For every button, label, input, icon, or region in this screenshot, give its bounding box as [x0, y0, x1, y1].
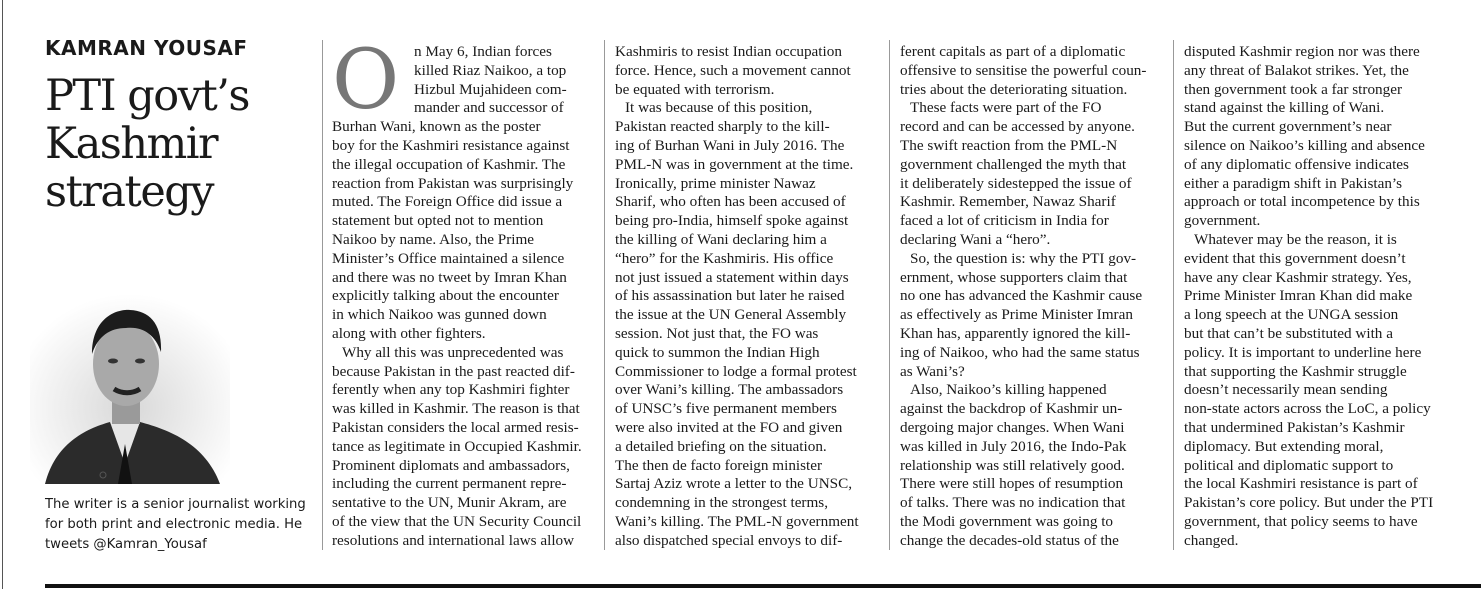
article-line: The then de facto foreign minister: [615, 456, 823, 474]
article-line: ing of Naikoo, who had the same status: [900, 343, 1140, 361]
article-line: killed Riaz Naikoo, a top: [414, 61, 567, 79]
headline: [45, 72, 310, 216]
article-line: a detailed briefing on the situation.: [615, 437, 827, 455]
article-line: and there was no tweet by Imran Khan: [332, 268, 567, 286]
drop-cap: O: [332, 33, 400, 128]
article-line: tance as legitimate in Occupied Kashmir.: [332, 437, 582, 455]
article-line: declaring Wani a “hero”.: [900, 230, 1051, 248]
article-line: non-state actors across the LoC, a policy: [1184, 400, 1431, 418]
article-line: The swift reaction from the PML-N: [900, 136, 1118, 154]
article-line: Pakistan considers the local armed resis-: [332, 418, 579, 436]
article-line: change the decades-old status of the: [900, 531, 1119, 549]
article-line: PML-N was in government at the time.: [615, 155, 854, 173]
article-line: n May 6, Indian forces: [414, 43, 552, 60]
article-line: There were still hopes of resumption: [900, 475, 1124, 493]
article-line: Wani’s killing. The PML-N government: [615, 512, 859, 530]
article-line: quick to summon the Indian High: [615, 343, 820, 361]
article-line: government challenged the myth that: [900, 155, 1127, 173]
article-line: Burhan Wani, known as the poster: [332, 118, 541, 136]
article-line: relationship was still relatively good.: [900, 456, 1125, 474]
article-line: Naikoo by name. Also, the Prime: [332, 230, 535, 248]
article-line: ing of Burhan Wani in July 2016. The: [615, 136, 845, 154]
article-line: against the backdrop of Kashmir un-: [900, 400, 1123, 418]
article-line: condemning in the strongest terms,: [615, 494, 829, 512]
article-line: muted. The Foreign Office did issue a: [332, 193, 563, 211]
headline-line: PTI govt’s: [45, 71, 249, 121]
article-line: of UNSC’s five permanent members: [615, 400, 837, 418]
article-column-2: [615, 43, 885, 551]
bio-line: tweets @Kamran_Yousaf: [45, 537, 207, 552]
article-line: statement but opted not to mention: [332, 212, 544, 230]
article-line: the local Kashmiri resistance is part of: [1184, 475, 1418, 493]
author-photo: [30, 294, 230, 484]
article-line: Pakistan reacted sharply to the kill-: [615, 118, 830, 136]
article-line: Sartaj Aziz wrote a letter to the UNSC,: [615, 475, 853, 493]
article-line: of his assassination but later he raised: [615, 287, 845, 305]
article-line: But the current government’s near: [1184, 118, 1392, 136]
article-line: changed.: [1184, 531, 1239, 549]
article-column-4: [1184, 43, 1474, 551]
bio-line: The writer is a senior journalist working: [45, 497, 306, 512]
author-bio: [45, 495, 320, 555]
article-line: of talks. There was no indication that: [900, 494, 1126, 512]
article-line: It was because of this position,: [625, 99, 813, 117]
article-line: force. Hence, such a movement cannot: [615, 61, 851, 79]
article-line: were also invited at the FO and given: [615, 418, 843, 436]
article-line: then government took a far stronger: [1184, 80, 1403, 98]
article-line: “hero” for the Kashmiris. His office: [615, 249, 834, 267]
article-line: in which Naikoo was gunned down: [332, 306, 547, 324]
article-line: no one has advanced the Kashmir cause: [900, 287, 1143, 305]
article-line: explicitly talking about the encounter: [332, 287, 559, 305]
article-line: doesn’t necessarily mean sending: [1184, 381, 1388, 399]
article-line: any threat of Balakot strikes. Yet, the: [1184, 61, 1409, 79]
article-line: also dispatched special envoys to dif-: [615, 531, 843, 549]
article-line: either a paradigm shift in Pakistan’s: [1184, 174, 1403, 192]
column-divider: [1173, 40, 1174, 550]
column-divider: [889, 40, 890, 550]
article-line: be equated with terrorism.: [615, 80, 775, 98]
article-line: ferent capitals as part of a diplomatic: [900, 43, 1126, 60]
article-line: the issue at the UN General Assembly: [615, 306, 847, 324]
article-line: the illegal occupation of Kashmir. The: [332, 155, 566, 173]
article-line: was killed in Kashmir. The reason is that: [332, 400, 580, 418]
article-line: disputed Kashmir region nor was there: [1184, 43, 1420, 60]
article-line: over Wani’s killing. The ambassadors: [615, 381, 844, 399]
article-line: dergoing major changes. When Wani: [900, 418, 1125, 436]
article-line: These facts were part of the FO: [910, 99, 1102, 117]
article-line: reaction from Pakistan was surprisingly: [332, 174, 574, 192]
article-line: policy. It is important to underline here: [1184, 343, 1422, 361]
article-line: Also, Naikoo’s killing happened: [910, 381, 1107, 399]
article-line: not just issued a statement within days: [615, 268, 849, 286]
article-line: Prime Minister Imran Khan did make: [1184, 287, 1413, 305]
article-line: silence on Naikoo’s killing and absence: [1184, 136, 1425, 154]
article-line: Pakistan’s core policy. But under the PTI: [1184, 494, 1434, 512]
article-line: of the view that the UN Security Council: [332, 512, 582, 530]
article-column-3: [900, 43, 1170, 551]
article-line: stand against the killing of Wani.: [1184, 99, 1385, 117]
column-divider: [322, 40, 323, 550]
article-line: offensive to sensitise the powerful coun-: [900, 61, 1147, 79]
article-line: So, the question is: why the PTI gov-: [910, 249, 1137, 267]
article-line: Khan has, apparently ignored the kill-: [900, 324, 1131, 342]
article-line: including the current permanent repre-: [332, 475, 567, 493]
article-column-1: [332, 33, 600, 551]
column-divider: [604, 40, 605, 550]
article-line: of any diplomatic offensive indicates: [1184, 155, 1409, 173]
article-line: it deliberately sidestepped the issue of: [900, 174, 1132, 192]
article-line: session. Not just that, the FO was: [615, 324, 819, 342]
article-line: Hizbul Mujahideen com-: [414, 80, 567, 98]
article-line: Prominent diplomats and ambassadors,: [332, 456, 570, 474]
article-line: a long speech at the UNGA session: [1184, 306, 1399, 324]
article-line: record and can be accessed by anyone.: [900, 118, 1135, 136]
article-line: tries about the deteriorating situation.: [900, 80, 1128, 98]
bio-line: for both print and electronic media. He: [45, 517, 303, 532]
article-line: ferently when any top Kashmiri fighter: [332, 381, 570, 399]
article-line: boy for the Kashmiri resistance against: [332, 136, 570, 154]
left-margin-rule: [2, 0, 3, 589]
article-line: faced a lot of criticism in India for: [900, 212, 1109, 230]
author-byline: KAMRAN YOUSAF: [45, 36, 248, 60]
article-line: as Wani’s?: [900, 362, 965, 380]
article-line: that supporting the Kashmir struggle: [1184, 362, 1407, 380]
article-line: as effectively as Prime Minister Imran: [900, 306, 1133, 324]
article-line: government, that policy seems to have: [1184, 512, 1418, 530]
article-line: resolutions and international laws allow: [332, 531, 575, 549]
article-line: Ironically, prime minister Nawaz: [615, 174, 816, 192]
article-line: ernment, whose supporters claim that: [900, 268, 1128, 286]
article-line: political and diplomatic support to: [1184, 456, 1394, 474]
article-line: sentative to the UN, Munir Akram, are: [332, 494, 567, 512]
article-line: Why all this was unprecedented was: [342, 343, 564, 361]
article-line: have any clear Kashmir strategy. Yes,: [1184, 268, 1412, 286]
article-line: government.: [1184, 212, 1261, 230]
article-line: evident that this government doesn’t: [1184, 249, 1406, 267]
article-line: Sharif, who often has been accused of: [615, 193, 846, 211]
headline-line: Kashmir: [45, 119, 218, 169]
article-line: Whatever may be the reason, it is: [1194, 230, 1397, 248]
article-line: diplomacy. But extending moral,: [1184, 437, 1384, 455]
article-line: was killed in July 2016, the Indo-Pak: [900, 437, 1127, 455]
article-line: Minister’s Office maintained a silence: [332, 249, 565, 267]
article-line: the killing of Wani declaring him a: [615, 230, 827, 248]
headline-line: strategy: [45, 167, 214, 217]
article-line: that undermined Pakistan’s Kashmir: [1184, 418, 1405, 436]
article-line: mander and successor of: [414, 99, 564, 117]
article-line: approach or total incompetence by this: [1184, 193, 1420, 211]
article-line: the Modi government was going to: [900, 512, 1114, 530]
article-line: because Pakistan in the past reacted dif-: [332, 362, 575, 380]
article-line: Kashmiris to resist Indian occupation: [615, 43, 842, 60]
article-line: Kashmir. Remember, Nawaz Sharif: [900, 193, 1116, 211]
article-line: being pro-India, himself spoke against: [615, 212, 849, 230]
article-line: along with other fighters.: [332, 324, 486, 342]
article-line: but that can’t be substituted with a: [1184, 324, 1393, 342]
bottom-rule: [45, 584, 1481, 588]
article-line: Commissioner to lodge a formal protest: [615, 362, 857, 380]
